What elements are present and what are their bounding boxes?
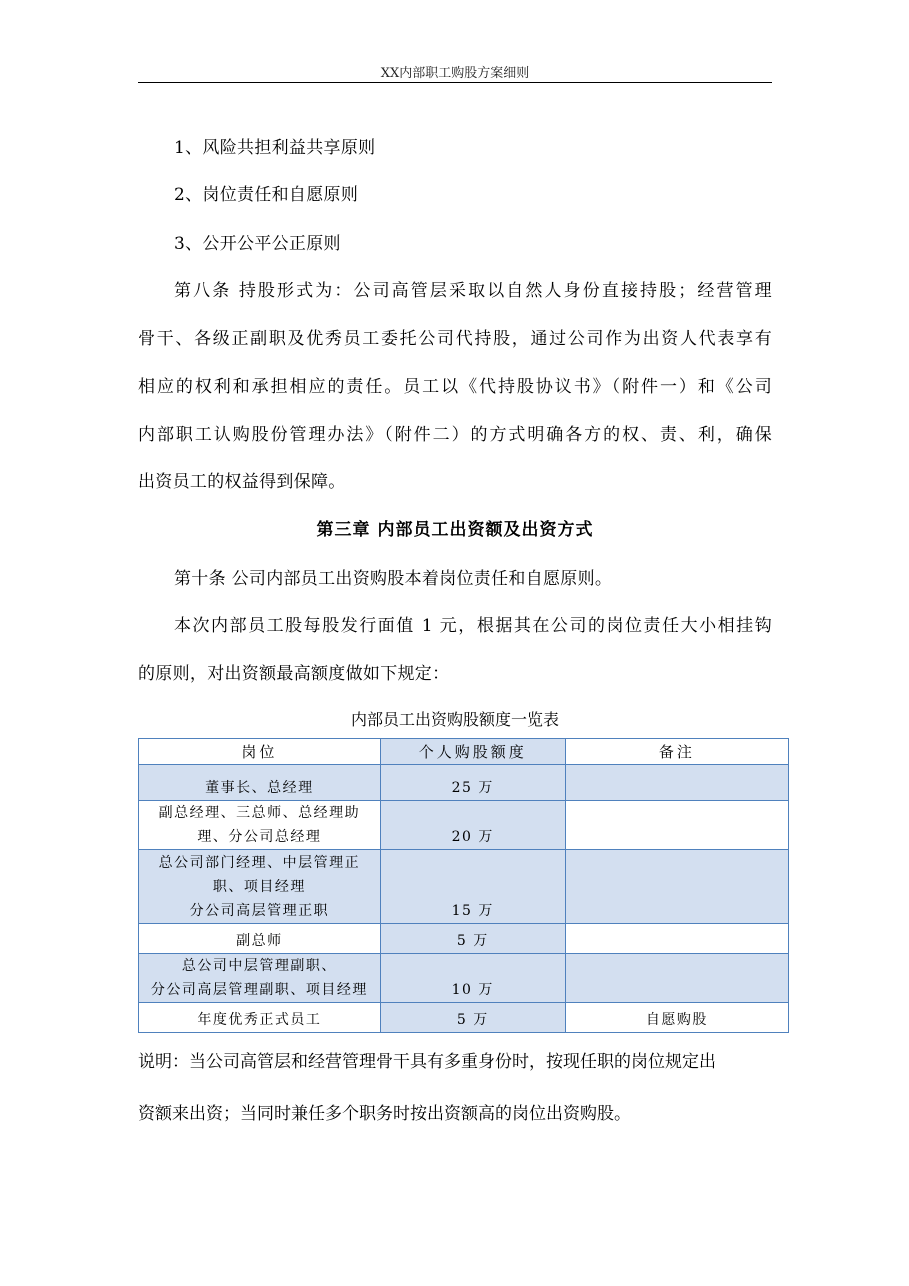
remark-cell xyxy=(565,801,788,850)
table-row xyxy=(139,765,789,801)
position-cell xyxy=(139,850,381,924)
header-position: 岗位 xyxy=(139,739,381,765)
amount-cell: 20 万 xyxy=(380,801,565,850)
article-8-line-2: 骨干、各级正副职及优秀员工委托公司代持股，通过公司作为出资人代表享有 xyxy=(138,329,772,349)
remark-cell xyxy=(565,850,788,924)
remark-cell xyxy=(565,765,788,801)
position-text: 副总经理、三总师、总经理助 xyxy=(158,805,361,821)
article-8-line-1: 第八条 持股形式为：公司高管层采取以自然人身份直接持股；经营管理 xyxy=(174,281,772,301)
position-cell xyxy=(139,1003,381,1033)
position-cell xyxy=(139,801,381,850)
article-8-line-3: 相应的权利和承担相应的责任。员工以《代持股协议书》（附件一）和《公司 xyxy=(138,377,772,397)
table-row xyxy=(139,924,789,954)
position-text: 总公司中层管理副职、 xyxy=(181,958,337,974)
position-text: 副总师 xyxy=(236,933,283,949)
principle-3: 3、公开公平公正原则 xyxy=(174,234,341,254)
remark-cell xyxy=(565,924,788,954)
position-text: 董事长、总经理 xyxy=(205,780,314,796)
principle-1: 1、风险共担利益共享原则 xyxy=(174,138,376,158)
table-row xyxy=(139,954,789,1003)
article-8-line-5: 出资员工的权益得到保障。 xyxy=(138,472,346,492)
position-text: 总公司部门经理、中层管理正 xyxy=(158,855,361,871)
page-header: XX内部职工购股方案细则 xyxy=(380,66,530,81)
note-line-2: 资额来出资；当同时兼任多个职务时按出资额高的岗位出资购股。 xyxy=(138,1104,631,1124)
table-header-row xyxy=(139,739,789,765)
quota-table xyxy=(138,738,789,1033)
share-rule-line-2: 的原则，对出资额最高额度做如下规定： xyxy=(138,664,450,684)
amount-cell: 5 万 xyxy=(380,1003,565,1033)
table-row xyxy=(139,1003,789,1033)
amount-cell: 15 万 xyxy=(380,850,565,924)
amount-cell: 10 万 xyxy=(380,954,565,1003)
position-cell xyxy=(139,954,381,1003)
article-8-line-4: 内部职工认购股份管理办法》（附件二）的方式明确各方的权、责、利，确保 xyxy=(138,425,772,445)
article-10: 第十条 公司内部员工出资购股本着岗位责任和自愿原则。 xyxy=(174,569,613,589)
position-text: 理、分公司总经理 xyxy=(197,829,322,845)
position-text: 分公司高层管理正职 xyxy=(189,903,330,919)
position-cell xyxy=(139,924,381,954)
table-row xyxy=(139,850,789,924)
table-row xyxy=(139,801,789,850)
remark-cell: 自愿购股 xyxy=(565,1003,788,1033)
header-amount: 个人购股额度 xyxy=(380,739,565,765)
position-text: 年度优秀正式员工 xyxy=(197,1012,322,1028)
chapter-3-heading: 第三章 内部员工出资额及出资方式 xyxy=(316,520,594,540)
principle-2: 2、岗位责任和自愿原则 xyxy=(174,185,359,205)
amount-cell: 5 万 xyxy=(380,924,565,954)
table-caption: 内部员工出资购股额度一览表 xyxy=(350,710,559,729)
share-rule-line-1: 本次内部员工股每股发行面值 1 元，根据其在公司的岗位责任大小相挂钩 xyxy=(174,616,772,636)
amount-cell: 25 万 xyxy=(380,765,565,801)
position-text: 职、项目经理 xyxy=(212,879,306,895)
position-cell xyxy=(139,765,381,801)
header-remark: 备注 xyxy=(565,739,788,765)
header-rule xyxy=(138,82,772,83)
note-line-1: 说明：当公司高管层和经营管理骨干具有多重身份时，按现任职的岗位规定出 xyxy=(138,1052,716,1072)
remark-cell xyxy=(565,954,788,1003)
position-text: 分公司高层管理副职、项目经理 xyxy=(150,982,368,998)
